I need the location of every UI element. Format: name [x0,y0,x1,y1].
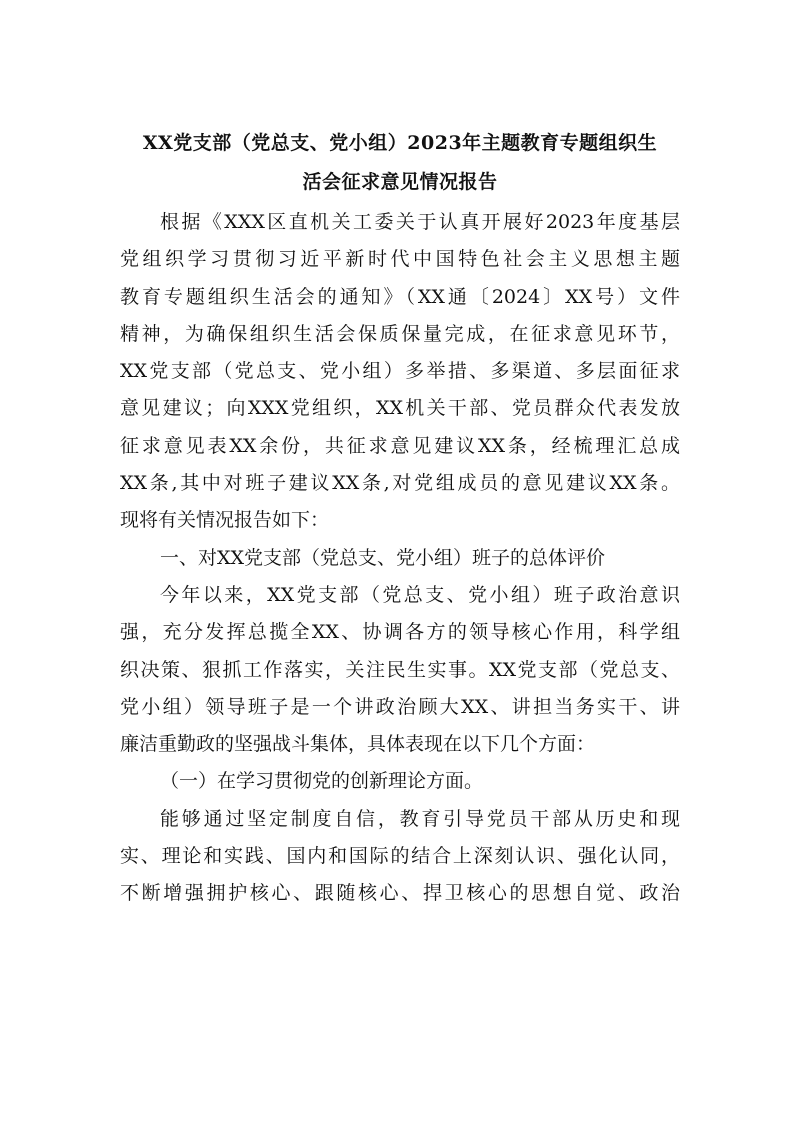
text-line: 现将有关情况报告如下： [120,509,330,532]
text-line: 党小组）领导班子是一个讲政治顾大XX、讲担当务实干、讲 [120,695,680,718]
text-line: 强，充分发挥总揽全XX、协调各方的领导核心作用，科学组 [120,621,680,644]
paragraph-intro [120,204,680,540]
title-line: XX党支部（党总支、党小组）2023年主题教育专题组织生 [142,132,658,154]
text-line: 今年以来，XX党支部（党总支、党小组）班子政治意识 [160,583,680,606]
text-line: 党组织学习贯彻习近平新时代中国特色社会主义思想主题 [120,248,680,271]
text-line: 能够通过坚定制度自信，教育引导党员干部从历史和现 [160,807,680,830]
text-line: 织决策、狠抓工作落实，关注民生实事。XX党支部（党总支、 [120,658,680,681]
text-line: 精神，为确保组织生活会保质保量完成，在征求意见环节， [120,322,680,345]
paragraph-section-1 [120,577,680,763]
text-line: 教育专题组织生活会的通知》（XX通〔2024〕XX号）文件 [120,285,680,308]
heading-line: （一）在学习贯彻党的创新理论方面。 [160,770,484,793]
text-line: 实、理论和实践、国内和国际的结合上深刻认识、强化认同， [120,845,680,868]
section-heading [120,540,680,577]
text-line: 廉洁重勤政的坚强战斗集体，具体表现在以下几个方面： [120,733,596,756]
text-line: 征求意见表XX余份，共征求意见建议XX条，经梳理汇总成 [120,434,680,457]
text-line: 不断增强拥护核心、跟随核心、捍卫核心的思想自觉、政治 [120,882,680,905]
title-line: 活会征求意见情况报告 [302,171,498,193]
text-line: 意见建议；向XXX党组织，XX机关干部、党员群众代表发放 [120,397,680,420]
paragraph-subsection-1 [120,801,680,913]
heading-line: 一、对XX党支部（党总支、党小组）班子的总体评价 [160,546,606,569]
text-line: XX条,其中对班子建议XX条,对党组成员的意见建议XX条。 [120,472,680,495]
text-line: XX党支部（党总支、党小组）多举措、多渠道、多层面征求 [120,360,680,383]
text-line: 根据《XXX区直机关工委关于认真开展好2023年度基层 [160,211,680,233]
subsection-heading [120,763,680,800]
document-page [120,124,680,913]
document-title [120,124,680,202]
